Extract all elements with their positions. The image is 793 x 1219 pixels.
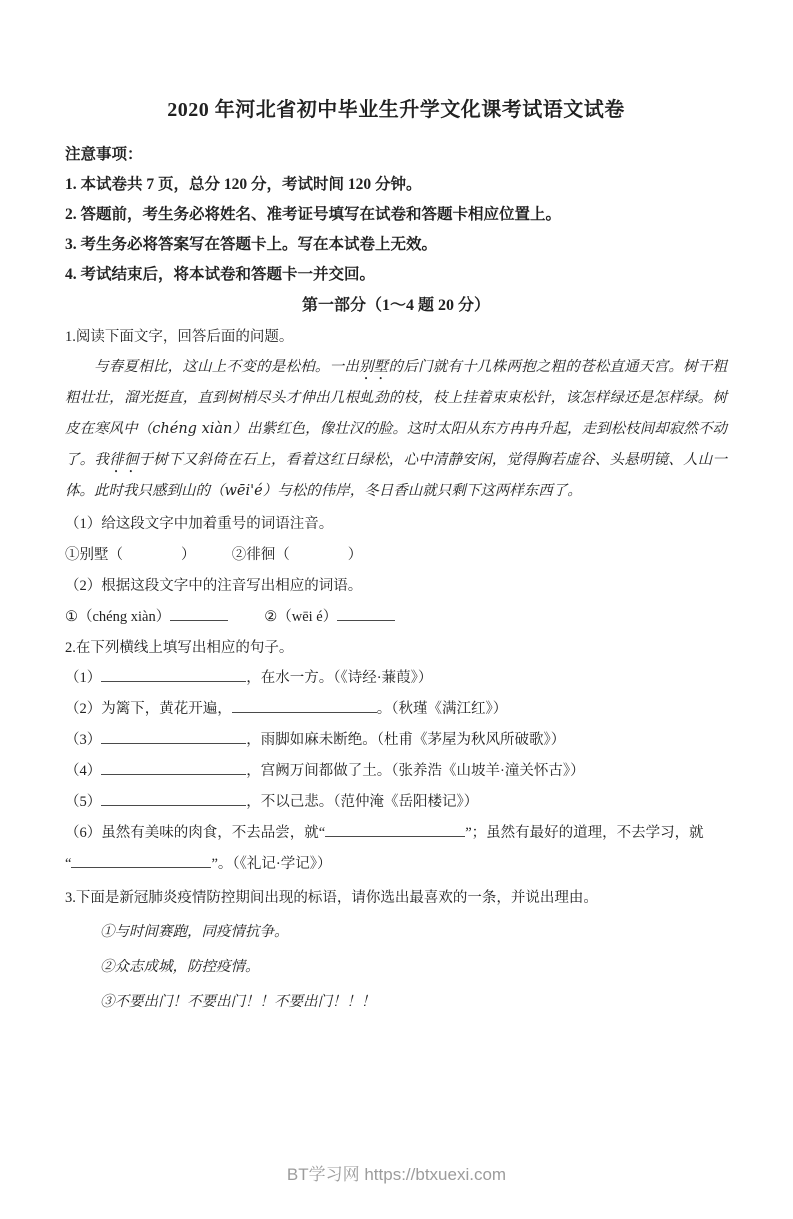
answer-blank (325, 823, 465, 837)
fill-blank-line (65, 663, 727, 694)
slogan-item: ③不要出门！不要出门！！不要出门！！！ (100, 994, 376, 1010)
emphasized-word: 徘徊 (109, 452, 139, 468)
answer-blank (101, 730, 246, 744)
text-segment: 的后门就有十几株两抱之粗的苍松直通天宫。树干粗粗壮壮，溜光挺直，直到树梢尽头才伸出几根虬劲的枝，枝上挂着束束松针，该怎样绿还是怎样绿。树皮在寒风中（chéng xiàn）出紫红色，像壮汉的脸。这时太阳从东方冉冉升起，走到松枝间却寂然不动了。我 (65, 359, 728, 468)
answer-blank (232, 699, 377, 713)
answer-blank (101, 668, 246, 682)
reading-passage (65, 352, 727, 507)
notice-item: 1. 本试卷共 7 页，总分 120 分，考试时间 120 分钟。 (65, 176, 422, 193)
text-segment: ①（chéng xiàn） (65, 609, 171, 625)
page-title: 2020 年河北省初中毕业生升学文化课考试语文试卷 (167, 99, 625, 121)
emphasized-word: 别墅 (359, 359, 389, 375)
question-2-stem: 2.在下列横线上填写出相应的句子。 (65, 640, 294, 656)
text-segment: （4） (65, 763, 102, 779)
text-segment: 。（秋瑾《满江红》） (376, 701, 508, 717)
slogan-item: ①与时间赛跑，同疫情抗争。 (100, 924, 289, 940)
text-segment: ”；虽然有最好的道理，不去学习，就 (465, 825, 704, 841)
text-segment: （3） (65, 732, 102, 748)
question-1-sub-1-fill: ①别墅（ ） ②徘徊（ ） (65, 547, 363, 563)
text-segment: ”。（《礼记·学记》） (211, 856, 332, 872)
text-segment: （1） (65, 670, 102, 686)
question-2-items (65, 663, 727, 880)
text-segment: ②（wēi é） (264, 609, 338, 625)
notice-heading: 注意事项： (65, 146, 143, 163)
text-segment: “ (65, 856, 72, 872)
text-segment: （5） (65, 794, 102, 810)
text-segment: ，在水一方。（《诗经·蒹葭》） (246, 670, 433, 686)
question-1-stem: 1.阅读下面文字，回答后面的问题。 (65, 329, 294, 345)
question-1-sub-2-fill (65, 602, 727, 633)
notice-item: 3. 考生务必将答案写在答题卡上。写在本试卷上无效。 (65, 236, 438, 253)
watermark: BT学习网 https://btxuexi.com (286, 1165, 507, 1184)
fill-blank-line (65, 725, 727, 756)
slogan-item: ②众志成城，防控疫情。 (100, 959, 260, 975)
exam-paper-page (0, 97, 793, 1020)
answer-blank (101, 761, 246, 775)
answer-blank (71, 854, 211, 868)
fill-blank-line (65, 787, 727, 818)
answer-blank (170, 607, 228, 621)
text-segment: ，宫阙万间都做了土。（张养浩《山坡羊·潼关怀古》） (246, 763, 585, 779)
text-segment: 与春夏相比，这山上不变的是松柏。一出 (94, 359, 360, 375)
section-heading: 第一部分（1～4 题 20 分） (301, 297, 490, 314)
text-segment: ，雨脚如麻未断绝。（杜甫《茅屋为秋风所破歌》） (246, 732, 566, 748)
question-1-sub-1: （1）给这段文字中加着重号的词语注音。 (65, 516, 334, 532)
question-1-sub-2: （2）根据这段文字中的注音写出相应的词语。 (65, 578, 363, 594)
text-segment: ，不以己悲。（范仲淹《岳阳楼记》） (246, 794, 479, 810)
notice-item: 4. 考试结束后，将本试卷和答题卡一并交回。 (65, 266, 376, 283)
text-segment: （6）虽然有美味的肉食，不去品尝，就“ (65, 825, 326, 841)
text-segment: 于树下又斜倚在石上，看着这红日绿松，心中清静安闲，觉得胸若虚谷、头悬明镜、人山一体。此时我只感到山的（wēi'é）与松的伟岸，冬日香山就只剩下这两样东西了。 (65, 452, 728, 499)
spacer (228, 620, 264, 621)
notice-item: 2. 答题前，考生务必将姓名、准考证号填写在试卷和答题卡相应位置上。 (65, 206, 562, 223)
fill-blank-line (65, 694, 727, 725)
question-3-stem: 3.下面是新冠肺炎疫情防控期间出现的标语，请你选出最喜欢的一条，并说出理由。 (65, 890, 598, 906)
fill-blank-line (65, 756, 727, 787)
text-segment: （2）为篱下，黄花开遍， (65, 701, 232, 717)
answer-blank (337, 607, 395, 621)
fill-blank-line (65, 818, 727, 849)
question-3-slogans (65, 915, 727, 1020)
answer-blank (101, 792, 246, 806)
fill-blank-line (65, 849, 727, 880)
